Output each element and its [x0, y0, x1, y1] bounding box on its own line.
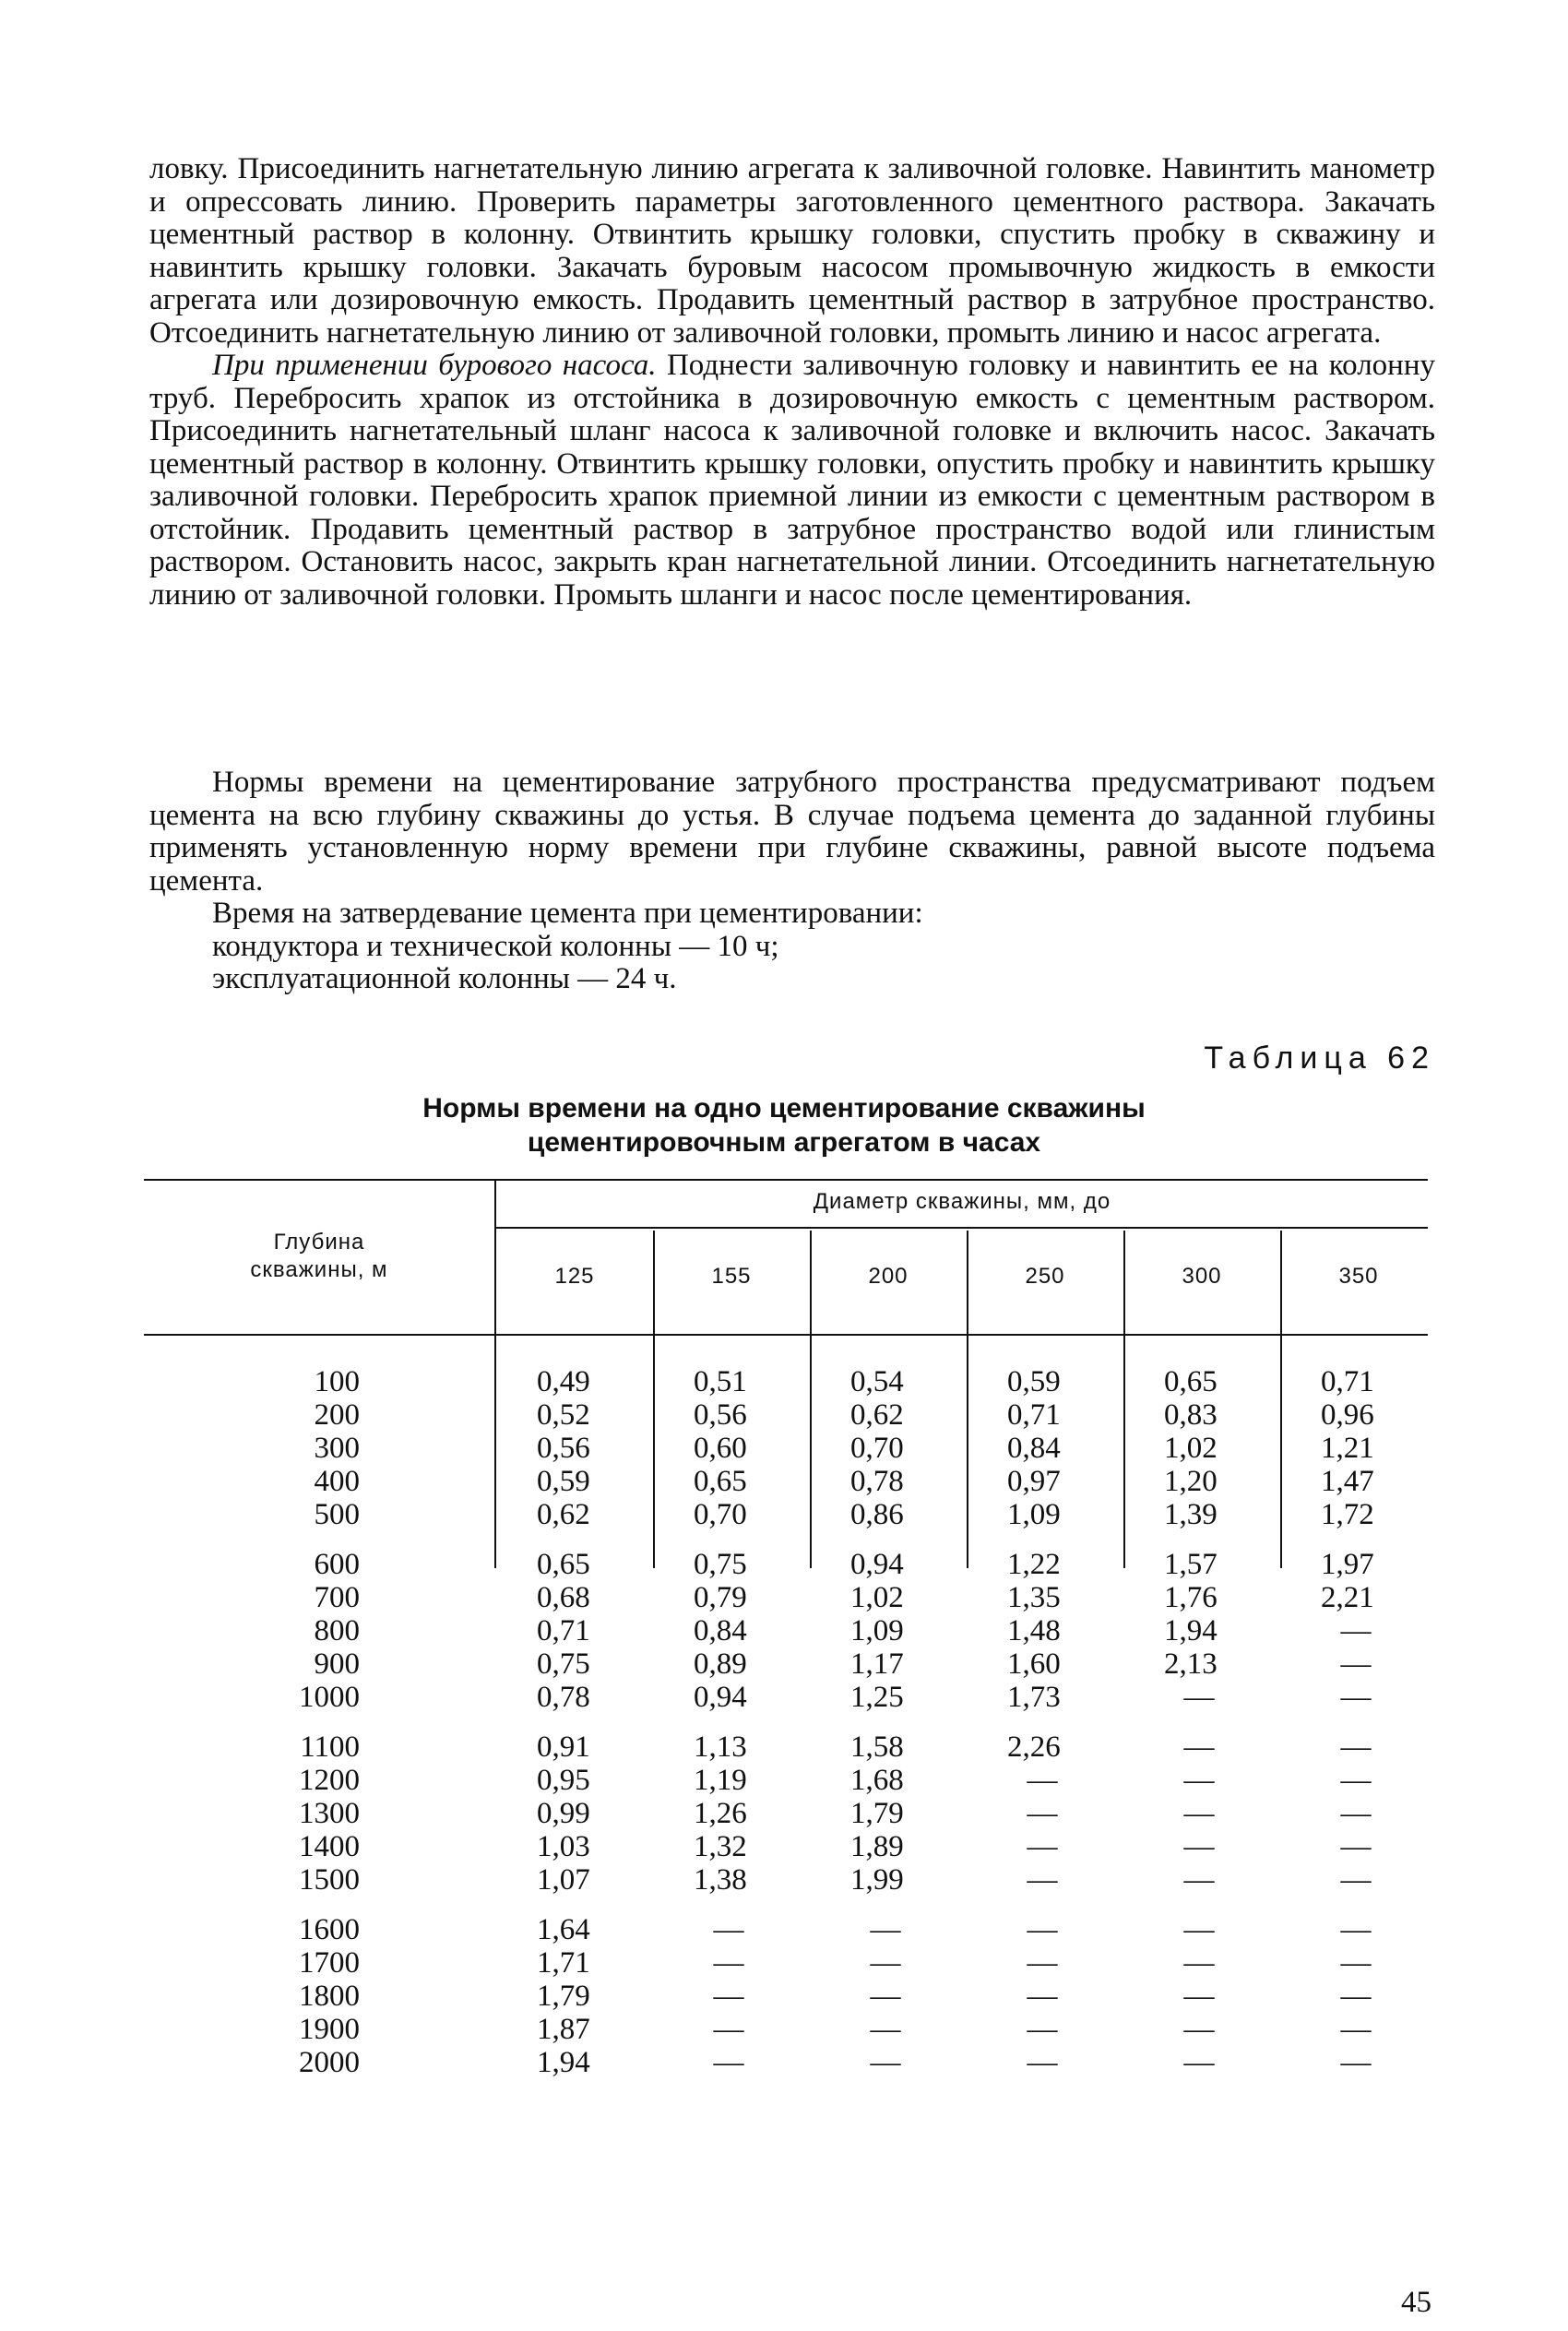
- depth-cell: 1100: [300, 1730, 360, 1764]
- depth-cell: 1400: [299, 1830, 360, 1863]
- no-value-cell: —: [1027, 1913, 1058, 1946]
- time-norm-cell: 0,65: [694, 1465, 747, 1498]
- depth-column-header: [144, 1229, 494, 1284]
- no-value-cell: —: [870, 1980, 901, 2013]
- no-value-cell: —: [870, 2013, 901, 2046]
- no-value-cell: —: [1183, 1764, 1215, 1797]
- no-value-cell: —: [1183, 2013, 1215, 2046]
- depth-cell: 1500: [299, 1863, 360, 1897]
- time-norm-cell: 0,78: [850, 1465, 904, 1498]
- time-norm-cell: 1,73: [1007, 1681, 1061, 1714]
- depth-cell: 2000: [299, 2046, 360, 2079]
- time-norm-cell: 1,21: [1321, 1432, 1374, 1465]
- depth-header-line-1: Глубина: [273, 1230, 365, 1255]
- time-norm-cell: 0,84: [1007, 1432, 1061, 1465]
- time-norm-cell: 1,72: [1321, 1498, 1374, 1531]
- no-value-cell: —: [1183, 1913, 1215, 1946]
- no-value-cell: —: [1340, 1614, 1372, 1647]
- no-value-cell: —: [1027, 2013, 1058, 2046]
- paragraph-norms-note: Нормы времени на цементирование затрубного пространства предусматривают подъем цемента на всю глубину скважины до устья. В случае подъема цемента до заданной глубины применять установленную норму времени при глубине скважины, равной высоте подъема цемента.: [149, 766, 1435, 898]
- time-norm-cell: 1,25: [850, 1681, 904, 1714]
- no-value-cell: —: [1027, 2046, 1058, 2079]
- no-value-cell: —: [1183, 1681, 1215, 1714]
- time-norm-cell: 0,75: [694, 1548, 747, 1581]
- no-value-cell: —: [1340, 1764, 1372, 1797]
- time-norm-cell: 0,51: [694, 1365, 747, 1398]
- time-norm-cell: 0,95: [537, 1764, 590, 1797]
- depth-cell: 200: [314, 1398, 360, 1432]
- no-value-cell: —: [1183, 1980, 1215, 2013]
- time-norm-cell: 1,07: [537, 1863, 590, 1897]
- no-value-cell: —: [1340, 1946, 1372, 1980]
- time-norm-cell: 0,94: [694, 1681, 747, 1714]
- header-bottom-rule: [144, 1334, 1428, 1336]
- depth-cell: 1800: [299, 1980, 360, 2013]
- no-value-cell: —: [713, 2046, 744, 2079]
- table-top-rule: [144, 1179, 1428, 1181]
- depth-cell: 1200: [299, 1764, 360, 1797]
- time-norm-cell: 1,13: [694, 1730, 747, 1764]
- depth-cell: 300: [314, 1432, 360, 1465]
- depth-cell: 1000: [299, 1681, 360, 1714]
- time-norm-cell: 1,76: [1164, 1581, 1218, 1614]
- time-norm-cell: 0,62: [850, 1398, 904, 1432]
- time-norm-cell: 0,56: [537, 1432, 590, 1465]
- table-title-line-1: Нормы времени на одно цементирование скважины: [422, 1093, 1146, 1124]
- time-norm-cell: 1,71: [537, 1946, 590, 1980]
- time-norm-cell: 1,64: [537, 1913, 590, 1946]
- time-norm-cell: 0,49: [537, 1365, 590, 1398]
- no-value-cell: —: [1340, 1830, 1372, 1863]
- no-value-cell: —: [1340, 1730, 1372, 1764]
- paragraph-lead-italic: При применении бурового насоса.: [212, 349, 657, 382]
- time-norm-cell: 0,71: [1007, 1398, 1061, 1432]
- depth-cell: 1700: [299, 1946, 360, 1980]
- no-value-cell: —: [1340, 2046, 1372, 2079]
- time-norm-cell: 2,13: [1164, 1647, 1218, 1681]
- time-norm-cell: 0,96: [1321, 1398, 1374, 1432]
- table-column-divider-main: [494, 1179, 496, 1568]
- time-norm-cell: 0,78: [537, 1681, 590, 1714]
- time-norm-cell: 1,94: [537, 2046, 590, 2079]
- depth-cell: 600: [314, 1548, 360, 1581]
- no-value-cell: —: [713, 1913, 744, 1946]
- time-norm-cell: 0,70: [850, 1432, 904, 1465]
- no-value-cell: —: [1340, 2013, 1372, 2046]
- page-number: 45: [1401, 2286, 1431, 2319]
- no-value-cell: —: [713, 2013, 744, 2046]
- diameter-header-300: 300: [1182, 1264, 1222, 1289]
- paragraph-instructions-aggregate: ловку. Присоединить нагнетательную линию агрегата к заливочной головке. Навинтить манометр и опрессовать линию. Проверить параметры заготовленного цементного раствора. Закачать цементный раствор в колонну. Отвинтить крышку головки, спустить пробку в скважину и навинтить крышку головки. Закачать буровым насосом промывочную жидкость в емкости агрегата или дозировочную емкость. Продавить цементный раствор в затрубное пространство. Отсоединить нагнетательную линию от заливочной головки, промыть линию и насос агрегата.: [149, 152, 1435, 350]
- time-norm-cell: 0,97: [1007, 1465, 1061, 1498]
- time-norm-cell: 0,56: [694, 1398, 747, 1432]
- time-norm-cell: 1,47: [1321, 1465, 1374, 1498]
- time-norm-cell: 1,32: [694, 1830, 747, 1863]
- time-norm-cell: 0,99: [537, 1797, 590, 1830]
- time-norm-cell: 1,68: [850, 1764, 904, 1797]
- time-norm-cell: 0,62: [537, 1498, 590, 1531]
- diameter-group-header: Диаметр скважины, мм, до: [813, 1189, 1111, 1214]
- time-norm-cell: 1,03: [537, 1830, 590, 1863]
- no-value-cell: —: [1027, 1830, 1058, 1863]
- no-value-cell: —: [870, 1913, 901, 1946]
- time-norm-cell: 1,57: [1164, 1548, 1218, 1581]
- time-norm-cell: 0,52: [537, 1398, 590, 1432]
- time-norm-cell: 0,68: [537, 1581, 590, 1614]
- time-norm-cell: 0,91: [537, 1730, 590, 1764]
- time-norm-cell: 0,54: [850, 1365, 904, 1398]
- no-value-cell: —: [1183, 1797, 1215, 1830]
- time-norm-cell: 1,60: [1007, 1647, 1061, 1681]
- no-value-cell: —: [1183, 1730, 1215, 1764]
- time-norm-cell: 1,87: [537, 2013, 590, 2046]
- time-norm-cell: 1,58: [850, 1730, 904, 1764]
- time-norm-cell: 0,65: [537, 1548, 590, 1581]
- no-value-cell: —: [713, 1980, 744, 2013]
- no-value-cell: —: [1027, 1946, 1058, 1980]
- no-value-cell: —: [1027, 1980, 1058, 2013]
- depth-cell: 800: [314, 1614, 360, 1647]
- diameter-header-rule: [496, 1227, 1428, 1229]
- no-value-cell: —: [1340, 1980, 1372, 2013]
- depth-header-line-2: скважины, м: [250, 1257, 388, 1282]
- time-norm-cell: 1,89: [850, 1830, 904, 1863]
- time-norm-cell: 1,22: [1007, 1548, 1061, 1581]
- no-value-cell: —: [1340, 1681, 1372, 1714]
- time-norm-cell: 1,02: [850, 1581, 904, 1614]
- time-norm-cell: 1,19: [694, 1764, 747, 1797]
- no-value-cell: —: [1027, 1764, 1058, 1797]
- time-norm-cell: 1,79: [850, 1797, 904, 1830]
- diameter-header-200: 200: [868, 1264, 909, 1289]
- time-norm-cell: 0,94: [850, 1548, 904, 1581]
- diameter-header-125: 125: [554, 1264, 595, 1289]
- time-norm-cell: 1,94: [1164, 1614, 1218, 1647]
- time-norm-cell: 1,35: [1007, 1581, 1061, 1614]
- no-value-cell: —: [713, 1946, 744, 1980]
- diameter-header-155: 155: [711, 1264, 752, 1289]
- depth-cell: 400: [314, 1465, 360, 1498]
- time-norm-cell: 1,02: [1164, 1432, 1218, 1465]
- paragraph-conductor-time: кондуктора и технической колонны — 10 ч;: [212, 929, 779, 963]
- time-norm-cell: 1,97: [1321, 1548, 1374, 1581]
- depth-cell: 1900: [299, 2013, 360, 2046]
- diameter-header-250: 250: [1025, 1264, 1065, 1289]
- no-value-cell: —: [1340, 1647, 1372, 1681]
- time-norm-cell: 2,21: [1321, 1581, 1374, 1614]
- no-value-cell: —: [1183, 2046, 1215, 2079]
- no-value-cell: —: [1340, 1797, 1372, 1830]
- time-norm-cell: 0,59: [1007, 1365, 1061, 1398]
- depth-cell: 1300: [299, 1797, 360, 1830]
- table-title-line-2: цементировочным агрегатом в часах: [527, 1127, 1041, 1158]
- time-norm-cell: 1,48: [1007, 1614, 1061, 1647]
- time-norm-cell: 0,60: [694, 1432, 747, 1465]
- no-value-cell: —: [1027, 1797, 1058, 1830]
- no-value-cell: —: [1183, 1946, 1215, 1980]
- time-norm-cell: 0,86: [850, 1498, 904, 1531]
- time-norm-cell: 0,71: [1321, 1365, 1374, 1398]
- paragraph-body: Поднести заливочную головку и навинтить ее на колонну труб. Перебросить храпок из отстойника в дозировочную емкость с цементным раствором. Присоединить нагнетательный шланг насоса к заливочной головке и включить насос. Закачать цементный раствор в колонну. Отвинтить крышку головки, опустить пробку и навинтить крышку заливочной головки. Перебросить храпок приемной линии из емкости с цементным раствором в отстойник. Продавить цементный раствор в затрубное пространство водой или глинистым раствором. Остановить насос, закрыть кран нагнетательной линии. Отсоединить нагнетательную линию от заливочной головки. Промыть шланги и насос после цементирования.: [149, 349, 1435, 612]
- table-number: Таблица 62: [1204, 1041, 1435, 1076]
- time-norm-cell: 2,26: [1007, 1730, 1061, 1764]
- no-value-cell: —: [1183, 1863, 1215, 1897]
- no-value-cell: —: [870, 1946, 901, 1980]
- time-norm-cell: 1,20: [1164, 1465, 1218, 1498]
- no-value-cell: —: [1027, 1863, 1058, 1897]
- no-value-cell: —: [1340, 1913, 1372, 1946]
- depth-cell: 900: [314, 1647, 360, 1681]
- depth-cell: 500: [314, 1498, 360, 1531]
- no-value-cell: —: [1183, 1830, 1215, 1863]
- diameter-header-350: 350: [1338, 1264, 1379, 1289]
- depth-cell: 700: [314, 1581, 360, 1614]
- time-norm-cell: 1,17: [850, 1647, 904, 1681]
- time-norm-cell: 0,71: [537, 1614, 590, 1647]
- time-norm-cell: 1,79: [537, 1980, 590, 2013]
- time-norm-cell: 0,83: [1164, 1398, 1218, 1432]
- time-norm-cell: 0,75: [537, 1647, 590, 1681]
- time-norm-cell: 0,84: [694, 1614, 747, 1647]
- no-value-cell: —: [870, 2046, 901, 2079]
- time-norm-cell: 0,65: [1164, 1365, 1218, 1398]
- time-norm-cell: 1,39: [1164, 1498, 1218, 1531]
- time-norm-cell: 0,59: [537, 1465, 590, 1498]
- paragraph-hardening-time: Время на затвердевание цемента при цементировании:: [212, 897, 923, 930]
- time-norm-cell: 1,09: [850, 1614, 904, 1647]
- time-norm-cell: 1,38: [694, 1863, 747, 1897]
- time-norm-cell: 1,09: [1007, 1498, 1061, 1531]
- no-value-cell: —: [1340, 1863, 1372, 1897]
- time-norm-cell: 1,26: [694, 1797, 747, 1830]
- depth-cell: 1600: [299, 1913, 360, 1946]
- time-norm-cell: 1,99: [850, 1863, 904, 1897]
- paragraph-production-time: эксплуатационной колонны — 24 ч.: [212, 962, 677, 995]
- time-norm-cell: 0,79: [694, 1581, 747, 1614]
- depth-cell: 100: [314, 1365, 360, 1398]
- time-norm-cell: 0,89: [694, 1647, 747, 1681]
- time-norm-cell: 0,70: [694, 1498, 747, 1531]
